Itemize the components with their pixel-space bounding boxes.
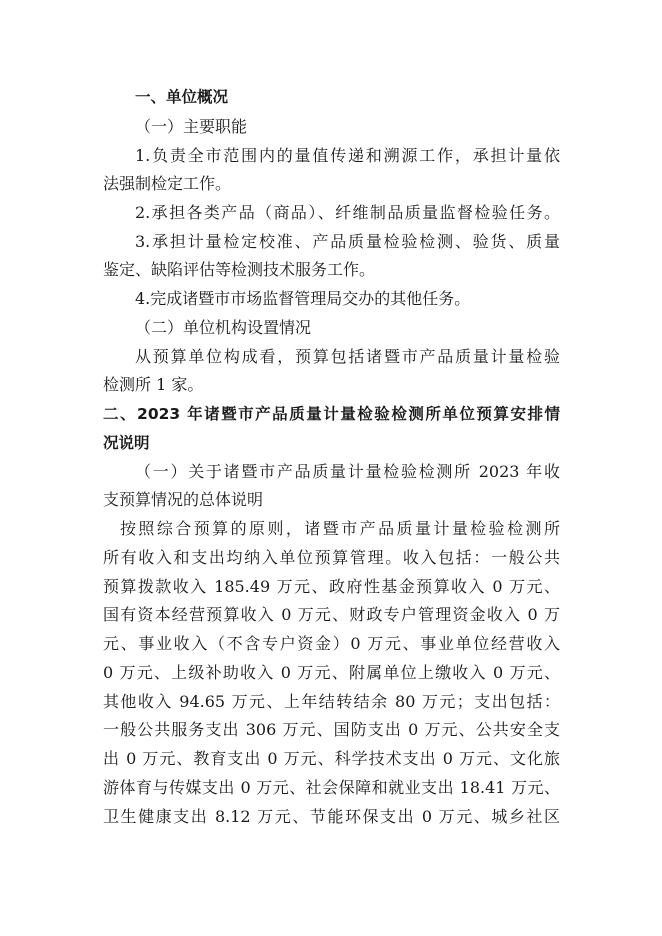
subheading-org-structure: （二）单位机构设置情况	[135, 318, 312, 337]
section-heading-2-cont: 况说明	[103, 434, 150, 452]
subheading-main-functions: （一）主要职能	[135, 117, 248, 136]
paragraph-line: 从预算单位构成看，预算包括诸暨市产品质量计量检验	[135, 347, 560, 366]
paragraph-line: 其他收入 94.65 万元、上年结转结余 80 万元；支出包括：	[103, 692, 560, 711]
paragraph-line: 出 0 万元、教育支出 0 万元、科学技术支出 0 万元、文化旅	[103, 749, 560, 768]
subheading-budget-overview: （一）关于诸暨市产品质量计量检验检测所 2023 年收	[135, 462, 560, 481]
paragraph-line: 一般公共服务支出 306 万元、国防支出 0 万元、公共安全支	[103, 720, 560, 739]
paragraph-line: 国有资本经营预算收入 0 万元、财政专户管理资金收入 0 万	[103, 605, 560, 624]
paragraph-line: 所有收入和支出均纳入单位预算管理。收入包括：一般公共	[103, 548, 560, 567]
paragraph-line: 1.负责全市范围内的量值传递和溯源工作，承担计量依	[135, 146, 560, 165]
paragraph-line: 元、事业收入（不含专户资金）0 万元、事业单位经营收入	[103, 634, 560, 653]
paragraph-line: 3.承担计量检定校准、产品质量检验检测、验货、质量	[135, 232, 560, 251]
section-heading-2: 二、2023 年诸暨市产品质量计量检验检测所单位预算安排情	[103, 405, 560, 423]
paragraph-line: 预算拨款收入 185.49 万元、政府性基金预算收入 0 万元、	[103, 577, 560, 596]
paragraph-line: 0 万元、上级补助收入 0 万元、附属单位上缴收入 0 万元、	[103, 663, 560, 682]
paragraph-line: 游体育与传媒支出 0 万元、社会保障和就业支出 18.41 万元、	[103, 778, 560, 797]
paragraph-line: 卫生健康支出 8.12 万元、节能环保支出 0 万元、城乡社区	[103, 807, 560, 826]
paragraph-line: 检测所 1 家。	[103, 375, 204, 394]
paragraph-line: 2.承担各类产品（商品）、纤维制品质量监督检验任务。	[135, 203, 560, 222]
paragraph-line: 4.完成诸暨市市场监督管理局交办的其他任务。	[135, 289, 471, 308]
paragraph-line: 按照综合预算的原则，诸暨市产品质量计量检验检测所	[120, 519, 560, 538]
subheading-budget-overview-cont: 支预算情况的总体说明	[103, 490, 264, 509]
section-heading-1: 一、单位概况	[135, 88, 229, 106]
paragraph-line: 鉴定、缺陷评估等检测技术服务工作。	[103, 260, 376, 279]
paragraph-line: 法强制检定工作。	[103, 174, 232, 193]
